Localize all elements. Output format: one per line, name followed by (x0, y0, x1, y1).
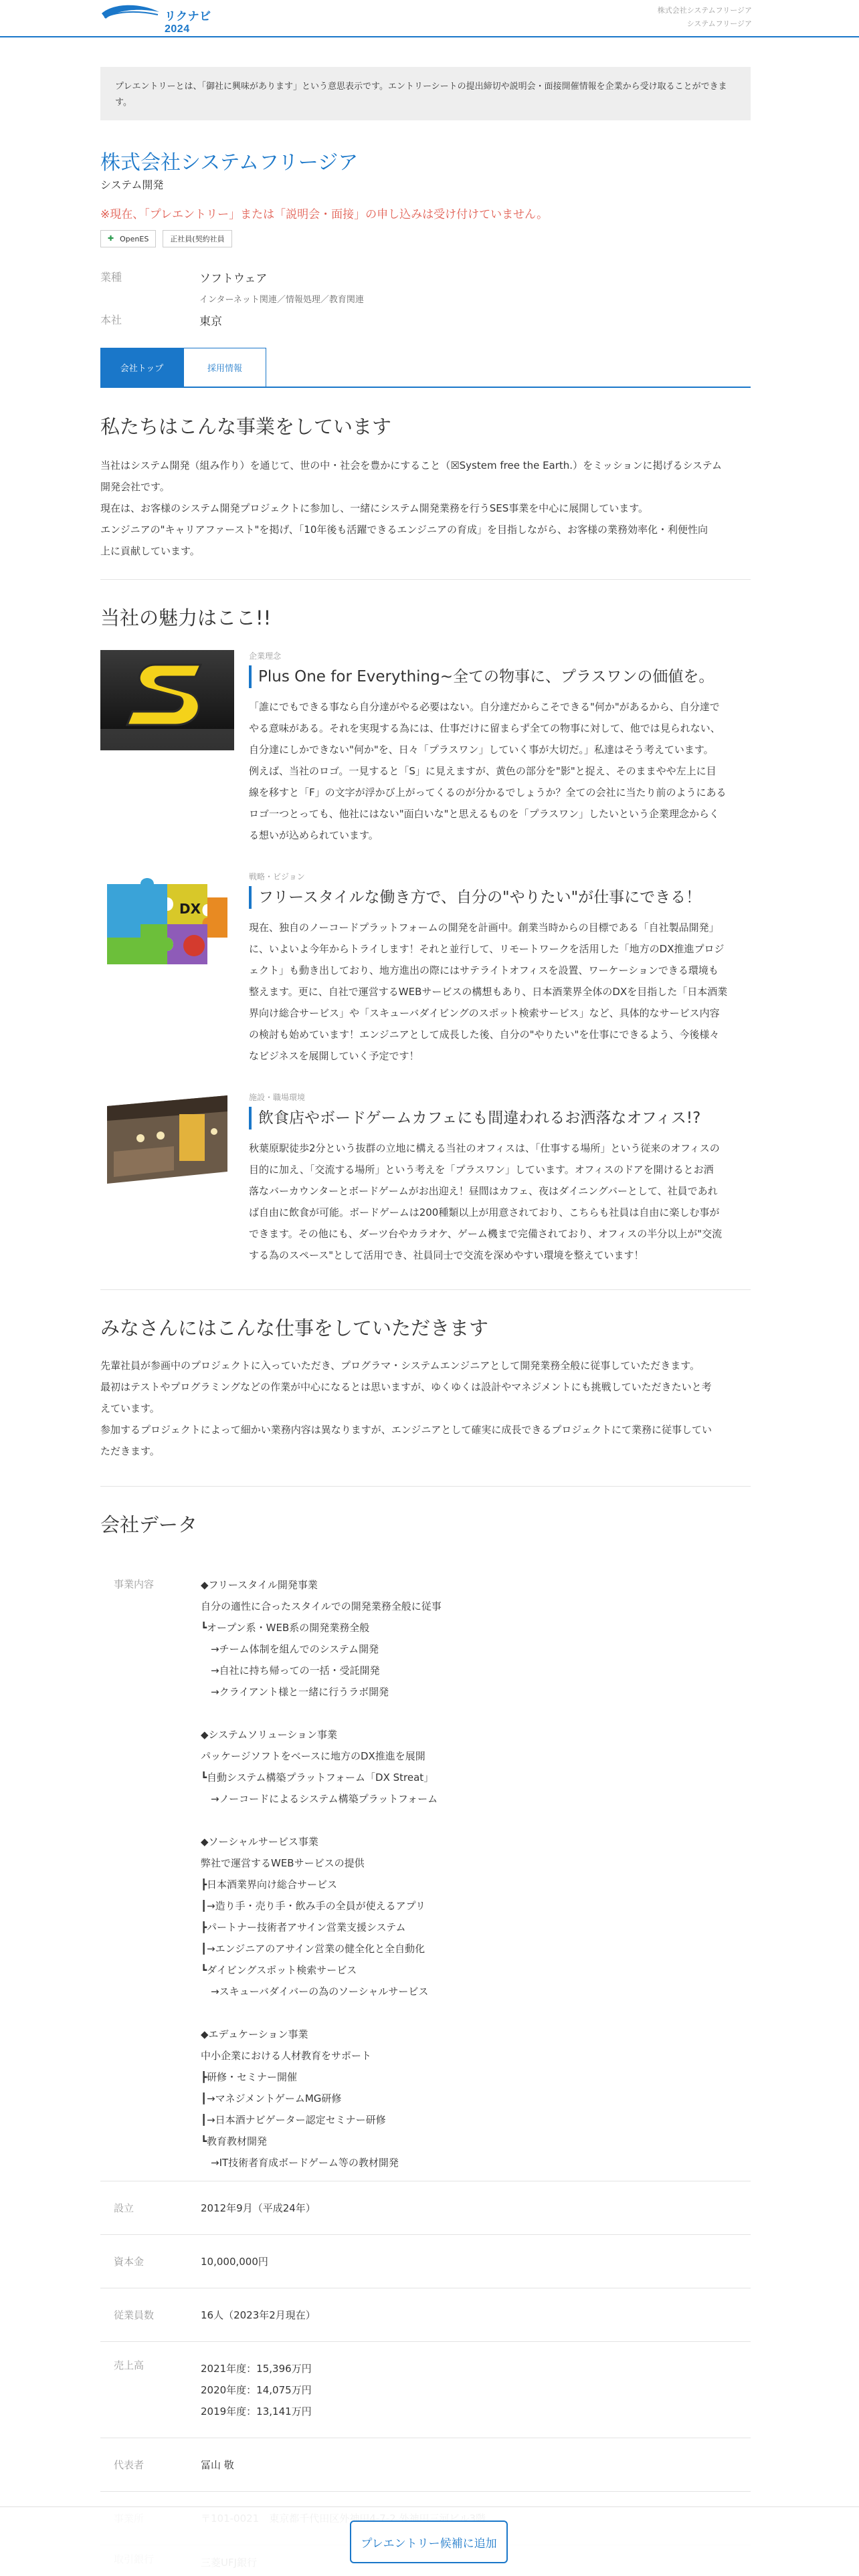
data-value: 2020年度：14,075万円 (201, 2384, 312, 2396)
business-line: 現在は、お客様のシステム開発プロジェクトに参加し、一緒にシステム開発業務を行うSES事業を中心に展開しています。 (100, 502, 649, 514)
company-name: 株式会社システムフリージア (100, 151, 359, 175)
charm-item-vision (100, 871, 751, 1071)
data-label: 売上高 (114, 2359, 145, 2371)
section-divider (100, 1289, 751, 1290)
company-data-title: 会社データ (100, 1513, 198, 1536)
charm-heading: Plus One for Everything~全ての物事に、プラスワンの価値を。 (249, 665, 751, 688)
company-tabs (100, 348, 751, 388)
business-content-line: →クライアント様と一緒に行うラボ開発 (201, 1686, 389, 1698)
business-content-line: ┗自動システム構築プラットフォーム「DX Streat」 (201, 1772, 434, 1784)
sticky-cta-bar (0, 2506, 859, 2576)
data-value (201, 1574, 442, 2181)
data-row-employees (100, 2288, 751, 2342)
business-description (100, 455, 751, 562)
charm-line: 目的に加え、「交流する場所」という考えを「プラスワン」しています。オフィスのドアを開けるとお洒 (249, 1164, 714, 1176)
data-value: 2021年度：15,396万円 (201, 2363, 312, 2375)
charm-line: に、いよいよ今年からトライします！それと並行して、リモートワークを活用した「地方のDX推進プロジ (249, 943, 725, 955)
header-company-short[interactable]: システムフリージア (686, 19, 752, 28)
svg-text:DX: DX (179, 901, 201, 917)
business-content-line: ◆ソーシャルサービス事業 (201, 1836, 318, 1848)
business-content-line: パッケージソフトをベースに地方のDX推進を展開 (201, 1750, 425, 1762)
badge-label: 正社員(契約社員 (170, 235, 225, 243)
data-value: 2019年度：13,141万円 (201, 2405, 312, 2418)
charm-heading: 飲食店やボードゲームカフェにも間違われるお洒落なオフィス!? (249, 1107, 751, 1130)
data-label: 従業員数 (114, 2309, 155, 2321)
business-content-line: ┃→マネジメントゲームMG研修 (201, 2092, 342, 2105)
business-line: エンジニアの"キャリアファースト"を掲げ、「10年後も活躍できるエンジニアの育成」を目指しながら、お客様の業務効率化・利便性向 (100, 524, 708, 536)
industry-row (100, 269, 751, 305)
business-line: 上に貢献しています。 (100, 545, 200, 557)
charm-line: ェクト」も動き出しており、地方進出の際にはサテライトオフィスを設置、ワーケーションできる環境も (249, 964, 719, 976)
business-content-line: ◆フリースタイル開発事業 (201, 1579, 318, 1591)
header-company-links (658, 3, 752, 32)
business-content-line: ┗ダイビングスポット検索サービス (201, 1964, 357, 1976)
entry-closed-warning: ※現在、「プレエントリー」または「説明会・面接」の申し込みは受け付けていません。 (100, 208, 549, 221)
charm-line: やる意味がある。それを実現する為には、仕事だけに留まらず全ての物事に対して、他では見られない、 (249, 722, 721, 734)
data-row-founded (100, 2181, 751, 2235)
charm-category: 戦略・ビジョン (249, 872, 305, 881)
business-section-title: 私たちはこんな事業をしています (100, 415, 392, 438)
work-line: 参加するプロジェクトによって細かい業務内容は異なりますが、エンジニアとして確実に成長できるプロジェクトにて業務に従事してい (100, 1424, 712, 1436)
hq-value: 東京 (199, 315, 222, 328)
charm-line: 現在、独自のノーコードプラットフォームの開発を計画中。創業当時からの目標である「自社製品開発」 (249, 922, 719, 934)
data-value: 冨山 敬 (201, 2458, 234, 2471)
business-content-line: →チーム体制を組んでのシステム開発 (201, 1643, 379, 1655)
openes-icon: ✚ (108, 234, 114, 243)
charm-line: の検討も始めています！エンジニアとして成長した後、自分の"やりたい"を仕事にできるよう、今後様々 (249, 1029, 720, 1041)
header-company-name[interactable]: 株式会社システムフリージア (657, 6, 752, 15)
industry-value: ソフトウェア (199, 272, 268, 286)
business-content-line: ┣研修・セミナー開催 (201, 2071, 298, 2083)
logo-year: 2024 (165, 23, 190, 35)
site-header (0, 0, 859, 37)
charm-line: 「誰にでもできる事なら自分達がやる必要はない。自分達だからこそできる"何か"があるから、自分達で (249, 701, 720, 713)
charm-text (249, 1138, 751, 1266)
charm-line: 界向け総合サービス」や「スキューバダイビングのスポット検索サービス」など、具体的なサービス内容 (249, 1007, 720, 1019)
charm-body (249, 650, 751, 846)
charm-line: なビジネスを展開していく予定です！ (249, 1050, 419, 1062)
charm-item-philosophy (100, 650, 751, 851)
office-image (100, 1091, 234, 1192)
charm-heading: フリースタイルな働き方で、自分の"やりたい"が仕事にできる！ (249, 886, 751, 909)
logo-name: リクナビ (165, 10, 211, 23)
business-content-line: ┗オープン系・WEB系の開発業務全般 (201, 1622, 370, 1634)
business-content-line: 自分の適性に合ったスタイルでの開発業務全般に従事 (201, 1600, 442, 1612)
company-logo-image (100, 650, 234, 750)
business-content-line: →スキューバダイバーの為のソーシャルサービス (201, 1985, 429, 1998)
data-row-sales (100, 2342, 751, 2438)
charm-text (249, 917, 751, 1067)
site-logo[interactable] (100, 3, 214, 35)
tab-company-top[interactable]: 会社トップ (100, 348, 183, 387)
section-divider (100, 1486, 751, 1487)
business-content-line: ┃→エンジニアのアサイン営業の健全化と全自動化 (201, 1943, 425, 1955)
work-line: ただきます。 (100, 1445, 160, 1457)
section-divider (100, 579, 751, 580)
business-content-line: ┣日本酒業界向け総合サービス (201, 1879, 338, 1891)
business-content-line: ┣パートナー技術者アサイン営業支援システム (201, 1921, 406, 1933)
business-content-line: 中小企業における人材教育をサポート (201, 2050, 372, 2062)
data-value: 10,000,000円 (201, 2255, 268, 2268)
data-row-business (100, 1568, 751, 2181)
charm-line: 整えます。更に、自社で運営するWEBサービスの構想もあり、日本酒業界全体のDXを目指した「日本酒業 (249, 986, 728, 998)
hq-row (100, 312, 751, 328)
pre-entry-notice: プレエントリーとは、「御社に興味があります」という意思表示です。エントリーシートの提出締切や説明会・面接開催情報を企業から受け取ることができます。 (100, 67, 751, 120)
business-content-line (201, 1810, 442, 1831)
charm-line: する為のスペース"として活用でき、社員同士で交流を深めやすい環境を整えています！ (249, 1249, 644, 1261)
work-description (100, 1355, 751, 1462)
business-content-line: ┃→造り手・売り手・飲み手の全員が使えるアプリ (201, 1900, 426, 1912)
data-row-representative (100, 2438, 751, 2492)
work-line: 最初はテストやプログラミングなどの作業が中心になるとは思いますが、ゆくゆくは設計やマネジメントにも挑戦していただきたいと考 (100, 1381, 712, 1393)
business-line: 開発会社です。 (100, 481, 170, 493)
business-content-line: ┃→日本酒ナビゲーター認定セミナー研修 (201, 2114, 386, 2126)
charm-body (249, 1091, 751, 1266)
charm-item-office (100, 1091, 751, 1292)
data-label: 事業内容 (114, 1578, 155, 1590)
business-content-line: ◆システムソリューション事業 (201, 1729, 337, 1741)
charm-line: 例えば、当社のロゴ。一見すると「S」に見えますが、黄色の部分を"影"と捉え、そのままやや左上に目 (249, 765, 717, 777)
charm-line: 線を移すと「F」の文字が浮かび上がってくるのが分かるでしょうか？全ての会社に当たり前のようにある (249, 786, 727, 798)
business-line: 当社はシステム開発（組み作り）を通じて、世の中・社会を豊かにすること（☒System free the Earth.）をミッションに掲げるシステム (100, 459, 722, 471)
industry-label: 業種 (100, 271, 122, 284)
business-content-line (201, 2002, 442, 2024)
data-value: 2012年9月（平成24年） (201, 2202, 316, 2214)
company-category: システム開発 (100, 179, 164, 191)
charm-line: ロゴ一つとっても、他社にはない"面白いな"と思えるものを「プラスワン」したいという企業理念からく (249, 808, 720, 820)
business-content-line (201, 1703, 442, 1724)
charm-category: 企業理念 (249, 651, 282, 661)
charm-line: 秋葉原駅徒歩2分という抜群の立地に構える当社のオフィスは、「仕事する場所」という従来のオフィスの (249, 1142, 720, 1154)
logo-text (165, 7, 214, 35)
work-line: 先輩社員が参画中のプロジェクトに入っていただき、プログラマ・システムエンジニアとして開発業務全般に従事していただきます。 (100, 1360, 700, 1372)
industry-sub: インターネット関連／情報処理／教育関連 (199, 295, 364, 305)
data-label: 資本金 (114, 2256, 145, 2268)
data-value: 16人（2023年2月現在） (201, 2309, 316, 2321)
business-content-line: ◆エデュケーション事業 (201, 2028, 308, 2040)
badge-label: OpenES (120, 234, 149, 243)
charm-text (249, 696, 751, 846)
badge-list (100, 230, 751, 250)
charm-line: 落なバーカウンターとボードゲームがお出迎え！昼間はカフェ、夜はダイニングバーとして、社員であれ (249, 1185, 718, 1197)
charm-line: ば自由に飲食が可能。ボードゲームは200種類以上が用意されており、こちらも社員は自由に楽しむ事が (249, 1206, 720, 1218)
charm-category: 施設・職場環境 (249, 1093, 306, 1102)
charm-line: できます。その他にも、ダーツ台やカラオケ、ゲーム機まで完備されており、オフィスの半分以上が"交流 (249, 1228, 723, 1240)
charm-line: 自分達にしかできない"何か"を、日々「プラスワン」していく事が大切だ。」私達はそう考えています。 (249, 744, 714, 756)
badge-employment-type (163, 230, 231, 247)
puzzle-image (100, 871, 234, 971)
badge-openes (100, 230, 156, 247)
hq-label: 本社 (100, 314, 122, 326)
work-section-title: みなさんにはこんな仕事をしていただきます (100, 1317, 489, 1339)
business-content-line: 弊社で運営するWEBサービスの提供 (201, 1857, 365, 1869)
charm-body (249, 871, 751, 1067)
charm-section-title: 当社の魅力はここ!! (100, 607, 272, 629)
business-content-line: ┗教育教材開発 (201, 2135, 268, 2147)
tab-recruitment-info[interactable]: 採用情報 (183, 348, 266, 387)
add-pre-entry-button[interactable]: プレエントリー候補に追加 (350, 2520, 508, 2563)
data-row-capital (100, 2235, 751, 2288)
data-label: 代表者 (114, 2459, 145, 2471)
business-content-line: →IT技術者育成ボードゲーム等の教材開発 (201, 2157, 399, 2169)
charm-line: る想いが込められています。 (249, 829, 379, 841)
logo-wave-icon (100, 4, 161, 21)
business-content-line: →ノーコードによるシステム構築プラットフォーム (201, 1793, 438, 1805)
work-line: えています。 (100, 1402, 160, 1414)
data-label: 設立 (114, 2202, 134, 2214)
business-content-line: →自社に持ち帰っての一括・受託開発 (201, 1665, 380, 1677)
